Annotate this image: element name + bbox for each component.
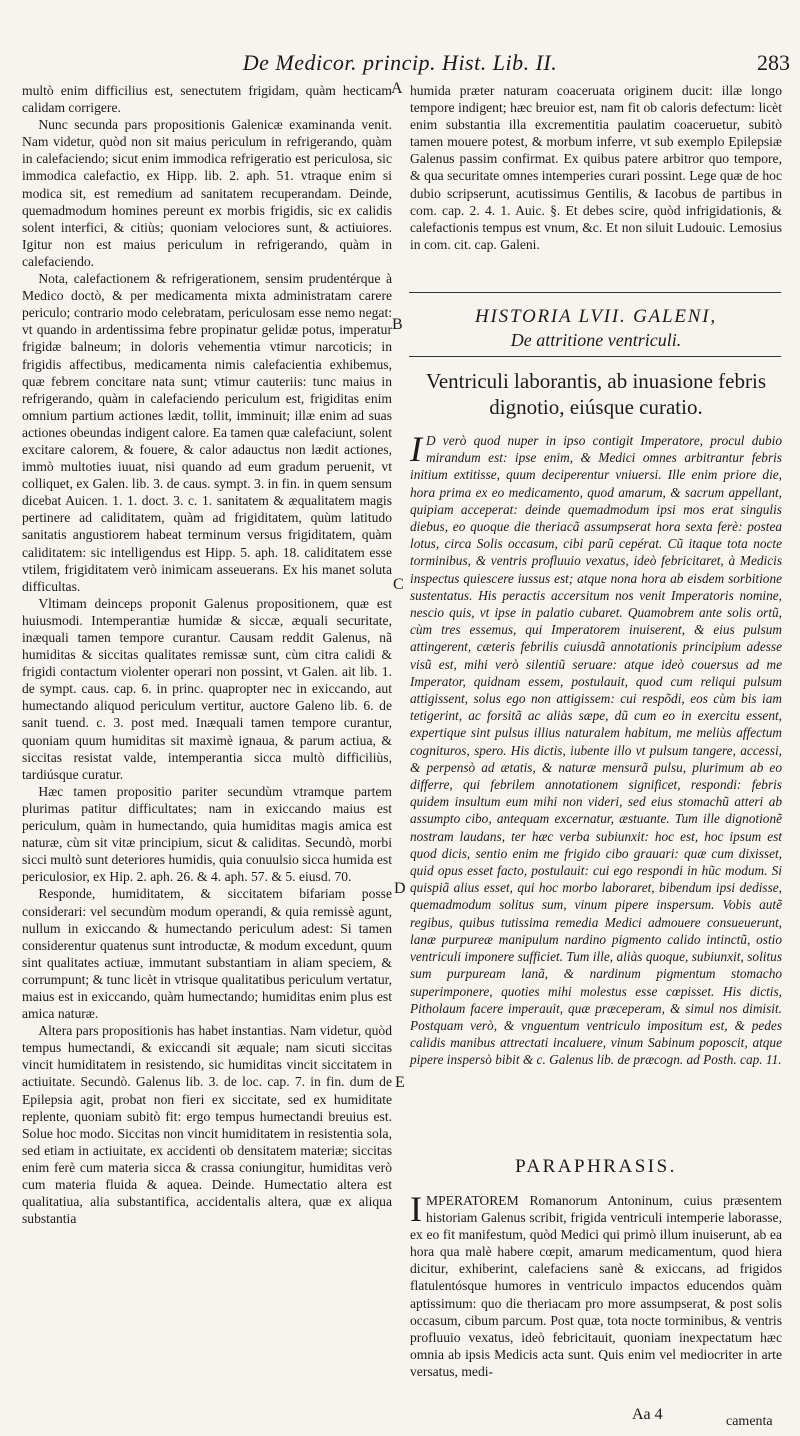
section-rule bbox=[409, 292, 781, 293]
drop-cap: I bbox=[410, 1189, 422, 1229]
historia-heading: Ventriculi laborantis, ab inuasione febris dignotio, eiúsque curatio. bbox=[426, 369, 766, 419]
paraphrasis-title: PARAPHRASIS. bbox=[515, 1156, 677, 1177]
left-paragraph: Altera pars propositionis has habet instantias. Nam videtur, quòd tempus humectandi, & exiccandi sit æquale; nam sicuti siccitas vincit humiditatem in resistendo, sic humiditas vincit siccitatem in actiuitate. Secundò. Galenus lib. 3. de loc. cap. 7. in fin. dum de Epilepsia agit, probat non fieri ex siccitate, sed ex humiditate replente, quoniam subitò fit: ergo tempus humectandi breuius est. Solue hoc modo. Siccitas non vincit humiditatem in resistentia sola, sed etiam in actiuitate, ex accidenti ob densitatem materiæ; siccitas enim ferè cum materia sicca & crassa coniungitur, humiditas verò cum materia fluida & aquea. Deinde. Humectatio altera est qualitatiua, alia substantifica, accidentalis altera, quæ ex aliqua substantia bbox=[22, 1023, 392, 1227]
left-paragraph: Responde, humiditatem, & siccitatem bifariam posse considerari: vel secundùm modum operandi, & quia remissè agunt, nullum in exiccando & humectando periculum adest: Si tamen considerentur quatenus sunt introductæ, & modum excedunt, quum sint qualitates actiuæ, immutant substantiam in aliam speciem, & corrumpunt; & tunc licèt in vtrisque qualitatibus periculum vertatur, maius est in exiccando, quàm humectando; humiditas enim plus est amica naturæ. bbox=[22, 886, 392, 1022]
catchword: camenta bbox=[726, 1414, 773, 1429]
right-paragraph: humida præter naturam coaceruata originem ducit: illæ longo tempore indigent; hæc breuior est, nam fit ob caloris defectum: licèt enim substantia illa excrementitia paulatim coaceruetur, subitò tamen mouere potest, & morbum inferre, vt sub exemplo Epilepsiæ Galenus passim confirmat. Ex quibus patere arbitror quo tempore, & qua securitate omnes intemperies curari possint. Lege quæ de hoc dubio scripserunt, acutissimus Gentilis, & Iacobus de partibus in com. cap. 2. 4. 1. Auic. §. Et debes scire, quòd infrigidationis, & calefactionis tempus est vnum, &c. Et non siluit Ludouic. Lemosius in com. cit. cap. Galeni. bbox=[410, 83, 782, 252]
margin-letter-c: C bbox=[393, 576, 404, 593]
left-paragraph: Nota, calefactionem & refrigerationem, sensim prudentérque à Medico doctò, & per medicamenta mixta administratam carere periculo; contrario modo celebratam, periculosam esse nemo negat: vt quando in ardentissima febre propinatur gelidæ potus, imperatur frigidæ balneum; in doloris vehementia vtimur narcoticis; in frigidis affectibus, medicamenta nimis calefacientia exhibemus, quæ febrem concitare nata sunt; vtimur cauteriis: tunc maius in refrigerando, quàm in calefaciendo periculum est, frigiditas enim omnium partium actiones lædit, tollit, imminuit; illæ enim ad suas actiones obeundas indigent calore. Ea tamen quæ calefaciunt, solent excitare calorem, & fouere, & calor adauctus non lædit actiones, immò multoties iuuat, nisi quando ad eum gradum peruenit, vt colliquet, ex Galen. lib. 3. de caus. sympt. 3. in fin. in quem sensum dicebat Auicen. 1. 1. doct. 3. c. 1. sanitatem & æqualitatem magis pertinere ad caliditatem, quàm ad frigiditatem, quùm latitudo sanitatis angustiorem habeat terminum versus frigiditatem, quàm caliditatem: sic intelligendus est Hipp. 5. aph. 18. caliditatem esse vtilem, frigiditatem verò inimicam asseuerans. Ex his manet soluta difficultas. bbox=[22, 271, 392, 594]
section-rule bbox=[409, 356, 781, 357]
historia-story bbox=[410, 429, 782, 1069]
left-paragraph: Nunc secunda pars propositionis Galenicæ examinanda venit. Nam videtur, quòd non sit maius periculum in refrigerando, quàm in calefaciendo; sicut enim immodica refrigeratio est periculosa, sic immodica calefactio, ex Hipp. lib. 2. aph. 51. vtraque enim si modica sit, est remedium ad sanitatem recuperandam. Deinde, quemadmodum homines pereunt ex morbis frigidis, sic ex calidis solent interfici, & citiùs; quoniam velociores sunt, & actiuiores. Igitur non est maius periculum in refrigerando, quàm in calefaciendo. bbox=[22, 117, 392, 269]
margin-letter-b: B bbox=[392, 316, 403, 333]
drop-cap: I bbox=[410, 429, 422, 469]
right-column-top bbox=[410, 82, 782, 253]
left-column bbox=[22, 82, 392, 1227]
signature-mark: Aa 4 bbox=[632, 1406, 663, 1423]
left-paragraph: multò enim difficilius est, senectutem frigidam, quàm hecticam calidam corrigere. bbox=[22, 83, 392, 116]
margin-letter-a: A bbox=[391, 80, 403, 97]
story-text: D verò quod nuper in ipso contigit Imperatore, procul dubio mirandum est: ipse enim, & Medici omnes arbitrantur febris initium extitisse, quum deciperentur vniuersi. Ille enim priore die, hora prima ex eo medicamento, quod amarum, & sacrum appellant, quipiam acceperat: deinde quemadmodum ipsi mos erat singulis diebus, eo quoque die theriacã assumpserat hora sexta ferè: postea lotus, circa Solis occasum, cibi parũ cepérat. Cũ itaque tota nocte torminibus, & ventris profluuio vexatus, ideò febricitaret, à Medicis inspectus quiescere iussus est; atque nona hora ab eisdem sorbitione sustentatus. His peractis accersitum nos venit Imperatoris nomine, nescio quis, vt ipse in palatio cubaret. Quamobrem ante solis ortũ, cùm tres essemus, qui Imperatorem inuiserent, & eius pulsum attingerent, cæteris febrilis cuiusdã annotationis principium adesse visũ est, mihi verò silentiũ seruare: atque ideò couersus ad me Imperator, quidnam essem, postulauit, quod cum reliqui pulsum attigissent, solus ego non attigissem: cui respõdi, eos cùm bis iam tetigerint, ac forsitã ac aliàs sæpe, dũ cum eo in exercitu essent, expertique sint pulsus illius naturalem habitum, me meliùs affectum cognituros, spero. His dictis, iubente illo vt pulsum tangere, accessi, & perpensò ad ætatis, & naturæ mensurã pulsu, plurimum ab eo differre, qui febrilem annotationem significet, respondi: febris quidem insultum eum mihi non videri, sed eius stomachũ atteri ab assumpto cibo, antequam excernatur, æstuante. Tum ille dignotionẽ nostram laudans, ter hæc verba subiunxit: hoc est, hoc ipsum est quod dicis, sentio enim me frigido cibo grauari: quæ cum dixisset, quid opus esset facto, postulauit: cui ego respondi in hũc modum. Si quispiã alius esset, qui hoc morbo laboraret, bibendum ipsi dedisse, quemadmodum solitus sum, vinum pipere inspersum. Vobis autẽ regibus, quibus tutissima remedia Medici admouere consueuerunt, lanæ purpureæ manipulum nardino pigmento calido intinctũ, ostio ventriculi imponere sufficiet. Tum ille, aliàs quoque, subiunxit, solitus sum purpuream lanã, & nardinum pigmentum stomacho superimponere, quoties mihi molestus esse cœpisset. His dictis, Pitholaum facere imperauit, quæ præceperam, & simul nos dimisit. Postquam verò, & vnguentum ventriculo impositum est, & pedes calidis manibus attrectati incaluere, vinum Sabinum poposcit, atque pipere inspersò bibit & c. Galenus lib. de præcogn. ad Posth. cap. 11. bbox=[410, 433, 782, 1068]
running-header-title: De Medicor. princip. Hist. Lib. II. bbox=[242, 50, 558, 75]
margin-letter-e: E bbox=[395, 1074, 405, 1091]
left-paragraph: Vltimam deinceps proponit Galenus propositionem, quæ est huiusmodi. Intemperantiæ humidæ & siccæ, æquali securitate, inæquali tamen tempore curantur. Causam reddit Galenus, nã humiditas & siccitas qualitates remissæ sunt, cùm citra calidi & frigidi contactum violenter operari non possint, vt Galen. ait lib. 1. de sympt. caus. cap. 6. in princ. quapropter nec in exiccando, aut humectando aliquod periculum vertitur, auctore Galeno lib. 6. de sanit tuend. c. 3. post med. Inæquali tamen tempore curantur, quoniam quum humiditas sit maximè ignaua, & parum actiua, & siccitas resistat valde, intemperantia sicca multò difficiliùs, tardiúsque curatur. bbox=[22, 595, 392, 782]
paraphrasis-text: MPERATOREM Romanorum Antoninum, cuius præsentem historiam Galenus scribit, frigida ventriculi intemperie laborasse, ex eo fit manifestum, quòd Medici qui primò illum inuiserunt, ab ea hora qua malè habere cœpit, amarum medicamentum, quod hiera dicitur, exhiberint, calefaciens sanè & exiccans, ad frigidos flatulentósque humores in ventriculo impactos educendos quàm aptissimum: quo die theriacam pro more assumpserat, & post solis occasum, cibum parcum. Post quæ, tota nocte torminibus, & ventris profluuio vexatus, ideò febricitauit, quoniam inexpectatum hæc omnia ab ipsis Medicis acta sunt. Quis enim vel mediocriter in arte versatus, medi- bbox=[410, 1193, 782, 1379]
margin-letter-d: D bbox=[394, 880, 406, 897]
left-paragraph: Hæc tamen propositio pariter secundùm vtramque partem plurimas patitur difficultates; nam in exiccando maius est periculum, quàm in humectando, quia humiditas magis amica est naturæ, cùm sit vitæ principium, sicut & caliditas. Secundò, morbi sicci multò sunt deteriores humidis, quia conuulsio sicca humida est periculosior, ex Hip. 2. aph. 26. & 4. aph. 57. & 5. eiusd. 70. bbox=[22, 783, 392, 885]
historia-subtitle: De attritione ventriculi. bbox=[510, 330, 682, 350]
historia-title: HISTORIA LVII. GALENI, bbox=[475, 306, 717, 327]
paraphrasis-body bbox=[410, 1189, 782, 1380]
page-number: 283 bbox=[757, 50, 790, 75]
